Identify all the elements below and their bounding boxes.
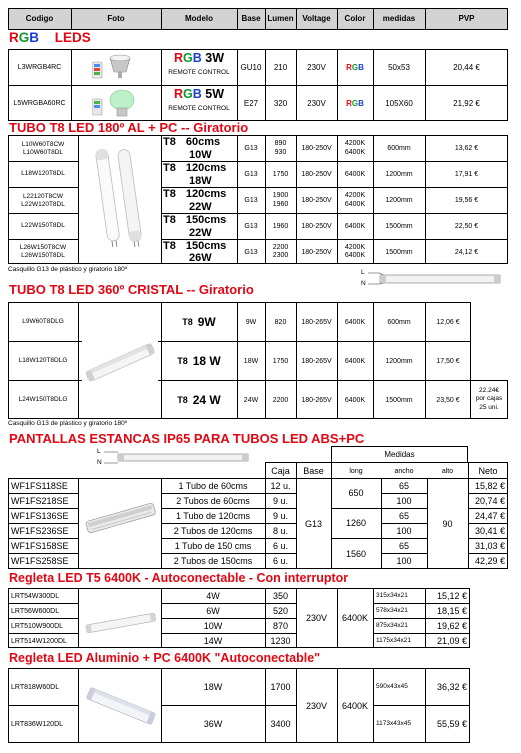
regleta-al-voltage: 230V: [305, 700, 328, 711]
pantallas-row1-code: WF1FS118SE: [11, 480, 68, 491]
rgb-row2-voltage: 230V: [307, 98, 326, 108]
t8-180-row1-medidas: 600mm: [387, 145, 411, 152]
header-lumen: Lumen: [267, 14, 294, 23]
t8-180-diagram-n: N: [361, 280, 366, 287]
t8-360-row2-base: 18W: [243, 357, 259, 365]
t8-360-row2-medidas: 1200mm: [385, 357, 413, 365]
t8-180-row1-lumen-b: 930: [274, 148, 287, 156]
pantallas-diagram-l: L: [97, 448, 101, 455]
t8-label: T8: [177, 394, 188, 405]
regleta-t5-row1-w: 4W: [206, 590, 220, 601]
t8-label: T8: [163, 214, 176, 226]
pantallas-base-value: G13: [304, 518, 322, 529]
t8-360-row3-code: L24W150T8DLG: [18, 395, 68, 403]
t8-360-row3-watt: 24 W: [192, 393, 221, 407]
t8-180-wiring-diagram: [360, 266, 508, 292]
rgb-row1-code: L3WRGB4RC: [17, 64, 62, 71]
t8-180-row4-medidas: 1500mm: [385, 223, 413, 230]
t8-360-title: TUBO T8 LED 360º CRISTAL -- Giratorio: [9, 282, 254, 297]
t8-180-row1-color-a: 4200K: [344, 140, 366, 148]
pantallas-row5-desc: 1 Tubo de 150 cms: [174, 540, 252, 551]
t8-180-row1-pvp: 13,62 €: [454, 145, 479, 152]
regleta-t5-row4-w: 14W: [203, 635, 223, 646]
rgb-bulb-photo: [92, 89, 142, 117]
t8-180-row4-base: G13: [244, 223, 258, 230]
t8-180-row2-base: G13: [244, 171, 258, 178]
t8-180-row1-base: G13: [244, 145, 258, 152]
t8-180-row1-lumen: [265, 136, 296, 161]
regleta-t5-row2-w: 6W: [206, 605, 220, 616]
pantallas-row6-desc: 2 Tubos de 150cms: [173, 556, 253, 566]
regleta-al-row1-code: LRT818W60DL: [11, 683, 60, 691]
rgb-row2-pvp: 21,92 €: [453, 98, 480, 108]
t8-180-row3-lumen-a: 1900: [272, 192, 289, 200]
t8-label: T8: [182, 316, 193, 327]
rgb-section-title: [9, 31, 91, 45]
t8-180-title: TUBO T8 LED 180º AL + PC -- Giratorio: [9, 120, 249, 135]
t8-180-row3-medidas: 1200mm: [385, 197, 413, 204]
t8-360-box-note: [470, 380, 508, 419]
t8-180-note: Casquillo G13 de plástico y giratorio 180º: [8, 266, 128, 274]
t8-180-row3-base: G13: [244, 197, 258, 204]
t8-180-row5-lumen-b: 2300: [272, 252, 289, 259]
pantallas-row5-caja: 6 u.: [272, 540, 288, 551]
pantallas-row2-neto: 20,74 €: [474, 495, 505, 506]
t8-360-row1-base: 9W: [245, 318, 257, 326]
regleta-t5-row4-code: LRT514W1200DL: [11, 637, 67, 645]
t8-180-row3-watt: 22W: [189, 200, 212, 213]
t8-180-row5-color: [337, 240, 373, 264]
pantallas-row2-desc: 2 Tubos de 60cms: [176, 495, 250, 506]
t8-180-row5-len: 150cms: [185, 240, 227, 252]
t8-180-row4-pvp: 22,50 €: [454, 223, 479, 230]
regleta-al-row2-w: 36W: [203, 719, 223, 729]
pantallas-title: PANTALLAS ESTANCAS IP65 PARA TUBOS LED ABS+PC: [9, 431, 365, 446]
regleta-t5-row1-medidas: 315x34x21: [376, 591, 408, 599]
pantallas-row6-caja: 6 u.: [272, 556, 288, 566]
t8-180-row2-medidas: 1200mm: [385, 171, 413, 178]
regleta-al-row2-code: LRT836W120DL: [11, 721, 64, 728]
regleta-t5-row2-code: LRT56W600DL: [11, 607, 60, 615]
rgb-row1-medidas: 50x53: [388, 62, 410, 72]
t8-180-diagram-l: L: [361, 269, 365, 276]
regleta-al-row1-pvp: 36,32 €: [436, 681, 467, 692]
t8-180-row4-color: 6400K: [344, 223, 366, 230]
pantallas-row3-neto: 24,47 €: [474, 510, 505, 521]
t8-360-row2-lumen: 1750: [272, 357, 289, 365]
t8-180-row2-voltage: 180-250V: [301, 171, 332, 178]
t8-180-row5-model: [163, 240, 237, 264]
t8-180-row5-pvp: 24,12 €: [454, 248, 479, 256]
rgb-row1-watt: 3W: [205, 51, 225, 65]
t8-180-row5-lumen: [265, 240, 296, 264]
t8-360-row2-watt: 18 W: [192, 354, 221, 368]
t8-180-row5-code-a: L26W150T8CW: [19, 244, 67, 252]
header-medidas: medidas: [382, 14, 416, 23]
pantallas-row6-ancho: 100: [396, 556, 412, 566]
t8-360-row3-voltage: 180-265V: [301, 396, 332, 404]
regleta-al-row1-medidas: 590x43x45: [376, 682, 408, 690]
pantallas-long-3: 1560: [345, 548, 367, 559]
t8-360-row2-model: [161, 342, 237, 380]
pantallas-row2-caja: 9 u.: [272, 495, 288, 506]
t8-180-row2-model: [163, 162, 237, 187]
pantallas-row4-code: WF1FS236SE: [11, 525, 69, 536]
rgb-row2-lumen: 320: [273, 98, 288, 108]
t8-180-row4-model: [163, 214, 237, 239]
t8-360-row1-color: 6400K: [344, 318, 366, 326]
regleta-t5-photo: [84, 605, 158, 643]
regleta-t5-row2-lumen: 520: [272, 605, 289, 616]
t8-180-row5-watt: 26W: [189, 252, 212, 264]
regleta-t5-voltage: 230V: [305, 613, 328, 623]
t8-360-row2-code: L18W120T8DLG: [18, 356, 68, 364]
t8-180-row2-pvp: 17,91 €: [454, 171, 479, 178]
rgb-row1-model-sub: REMOTE CONTROL: [168, 69, 230, 76]
t8-label: T8: [177, 355, 188, 366]
t8-360-row1-watt: 9W: [197, 315, 216, 329]
pantallas-row5-neto: 31,03 €: [474, 540, 505, 551]
pantallas-hdr-base: Base: [303, 465, 324, 476]
regleta-al-row2-pvp: 55,59 €: [436, 719, 467, 729]
t8-180-row3-pvp: 19,56 €: [454, 197, 479, 204]
pantallas-row1-caja: 12 u.: [270, 480, 291, 491]
t8-360-box-note-line2: por cajas: [475, 395, 503, 403]
pantallas-row1-desc: 1 Tubo de 60cms: [178, 480, 248, 491]
pantallas-row6-code: WF1FS258SE: [11, 556, 69, 566]
pantallas-row4-ancho: 100: [396, 525, 412, 536]
regleta-t5-row3-code: LRT510W900DL: [11, 622, 64, 630]
pantalla-fixture-photo: [84, 494, 158, 544]
regleta-al-photo: [84, 676, 158, 736]
regleta-al-row1-lumen: 1700: [270, 681, 291, 692]
t8-180-row5-color-b: 6400K: [344, 252, 366, 259]
t8-180-row2-lumen: 1750: [272, 171, 289, 178]
t8-360-row2-color: 6400K: [344, 357, 366, 365]
t8-180-row3-model: [163, 188, 237, 213]
t8-180-row5-lumen-a: 2200: [272, 243, 289, 251]
pantallas-diagram-n: N: [97, 459, 102, 466]
t8-180-row1-code-b: L10W60T8DL: [22, 148, 64, 156]
t8-180-row4-watt: 22W: [189, 226, 212, 239]
header-pvp: PVP: [458, 14, 475, 23]
t8-180-row4-code: L22W150T8DL: [21, 222, 65, 230]
pantallas-row1-neto: 15,82 €: [474, 480, 505, 491]
regleta-t5-row4-pvp: 21,09 €: [436, 635, 467, 646]
t8-180-row3-voltage: 180-250V: [301, 197, 332, 204]
pantallas-row3-code: WF1FS136SE: [11, 510, 69, 521]
regleta-al-row1-w: 18W: [203, 681, 223, 692]
t8-360-row3-medidas: 1500mm: [385, 396, 413, 404]
t8-180-row5-color-a: 4200K: [344, 243, 366, 251]
regleta-al-row2-medidas: 1173x43x45: [376, 720, 411, 728]
t8-180-row1-code-a: L10W60T8CW: [21, 140, 65, 148]
pantallas-row5-code: WF1FS158SE: [11, 540, 69, 551]
pantallas-hdr-ancho: ancho: [394, 467, 414, 475]
t8-180-row3-lumen: [265, 188, 296, 213]
regleta-al-color: 6400K: [341, 700, 369, 711]
pantallas-alto-value: 90: [442, 518, 453, 529]
regleta-t5-row1-lumen: 350: [272, 590, 289, 601]
pantallas-row4-desc: 2 Tubos de 120cms: [173, 525, 253, 536]
t8-180-row5-codes: [8, 240, 78, 264]
regleta-t5-row3-lumen: 870: [272, 620, 289, 631]
t8-180-row1-color-b: 6400K: [344, 148, 366, 156]
pantallas-hdr-long: long: [349, 467, 363, 475]
regleta-t5-row3-pvp: 19,62 €: [436, 620, 467, 631]
t8-360-note: Casquillo G13 de plástico y giratorio 180º: [8, 420, 128, 428]
t8-180-row1-lumen-a: 890: [274, 140, 287, 148]
t8-360-row2-voltage: 180-265V: [301, 357, 332, 365]
rgb-row2-medidas: 105X60: [385, 98, 413, 108]
t8-180-row2-color: 6400K: [344, 171, 366, 178]
pantallas-wiring-diagram: [96, 446, 256, 470]
pantallas-row2-ancho: 100: [396, 495, 412, 506]
pantallas-row3-caja: 9 u.: [272, 510, 288, 521]
t8-180-row3-color-a: 4200K: [344, 192, 366, 200]
rgb-row1-voltage: 230V: [307, 62, 326, 72]
t8-360-row1-medidas: 600mm: [387, 318, 411, 326]
rgb-row1-pvp: 20,44 €: [453, 62, 480, 72]
t8-180-row2-code: L18W120T8DL: [21, 170, 65, 178]
t8-360-box-note-line3: 25 uni.: [479, 403, 499, 411]
regleta-t5-title: Regleta LED T5 6400K - Autoconectable - Con interruptor: [9, 571, 349, 585]
header-foto: Foto: [107, 14, 125, 23]
pantallas-row1-ancho: 65: [398, 480, 409, 491]
header-voltage: Voltage: [302, 14, 331, 23]
rgb-row2-watt: 5W: [205, 87, 225, 101]
regleta-al-title: Regleta LED Aluminio + PC 6400K "Autoconectable": [9, 651, 321, 665]
pantallas-row6-neto: 42,29 €: [474, 556, 505, 566]
rgb-row2-model: RGB 5W REMOTE CONTROL: [161, 87, 237, 112]
regleta-t5-color: 6400K: [341, 613, 369, 623]
rgb-title-rest: LEDS: [54, 30, 91, 45]
regleta-t5-row3-medidas: 875x34x21: [376, 621, 408, 629]
header-base: Base: [241, 14, 261, 23]
rgb-row2-color: R G B: [346, 98, 364, 108]
pantallas-long-2: 1260: [345, 518, 367, 528]
pantallas-row4-caja: 8 u.: [272, 525, 288, 536]
t8-360-row3-lumen: 2200: [272, 396, 289, 404]
pantallas-hdr-neto: Neto: [478, 465, 498, 476]
t8-180-tubes-photo: [90, 145, 152, 251]
t8-180-row5-base: G13: [244, 248, 258, 256]
t8-360-row1-voltage: 180-265V: [301, 318, 332, 326]
rgb-row2-code: L5WRGBA60RC: [13, 100, 66, 107]
rgb-row2-model-sub: REMOTE CONTROL: [168, 105, 230, 112]
t8-180-row4-lumen: 1960: [272, 223, 289, 230]
rgb-row1-model: RGB 3W REMOTE CONTROL: [161, 51, 237, 76]
t8-360-box-note-price: 22.24€: [479, 387, 499, 395]
t8-360-row1-model: [161, 303, 237, 341]
regleta-t5-row2-pvp: 18,15 €: [436, 605, 467, 616]
t8-360-row2-pvp: 17,50 €: [436, 357, 460, 365]
t8-180-row3-code-b: L22W120T8DL: [21, 200, 65, 208]
t8-label: T8: [163, 136, 176, 148]
t8-180-row4-len: 150cms: [185, 214, 227, 226]
pantallas-row4-neto: 30,41 €: [474, 525, 505, 536]
t8-180-row3-codes: [8, 188, 78, 213]
t8-180-row2-len: 120cms: [185, 162, 227, 174]
rgb-spot-photo: [92, 54, 142, 80]
regleta-t5-row4-medidas: 1175x34x21: [376, 636, 411, 644]
pantallas-row3-desc: 1 Tubo de 120cms: [175, 510, 251, 521]
t8-180-row1-watt: 10W: [189, 148, 212, 161]
rgb-word: RGB: [9, 30, 40, 45]
t8-180-row1-model: [163, 136, 237, 161]
header-modelo: Modelo: [185, 14, 213, 23]
regleta-t5-row4-lumen: 1230: [270, 635, 291, 646]
t8-360-row1-lumen: 820: [274, 318, 287, 326]
pantallas-long-1: 650: [348, 488, 364, 498]
t8-180-row5-code-b: L26W150T8DL: [21, 252, 65, 259]
t8-360-tube-photo: [82, 340, 158, 384]
t8-360-row3-pvp: 23,50 €: [436, 396, 460, 404]
rgb-row2-base: E27: [243, 98, 259, 108]
t8-180-row2-watt: 18W: [189, 174, 212, 187]
t8-360-row3-base: 24W: [243, 396, 259, 404]
t8-180-row3-lumen-b: 1960: [272, 200, 289, 208]
t8-360-row1-code: L9W60T8DLG: [22, 317, 64, 325]
regleta-t5-row3-w: 10W: [203, 620, 223, 631]
regleta-t5-row1-pvp: 15,12 €: [436, 590, 467, 601]
regleta-t5-row1-code: LRT54W300DL: [11, 592, 60, 600]
t8-180-row3-color: [337, 188, 373, 213]
rgb-row1-base: GU10: [240, 62, 262, 72]
pantallas-hdr-alto: alto: [441, 467, 454, 475]
t8-180-row3-color-b: 6400K: [344, 200, 366, 208]
pantallas-row2-code: WF1FS218SE: [11, 495, 69, 506]
t8-label: T8: [163, 162, 176, 174]
header-color: Color: [344, 14, 366, 23]
t8-180-row3-len: 120cms: [185, 188, 227, 200]
t8-180-row4-voltage: 180-250V: [301, 223, 332, 230]
pantallas-hdr-caja: Caja: [271, 465, 290, 476]
header-codigo: Codigo: [25, 14, 54, 23]
t8-label: T8: [163, 240, 176, 252]
rgb-row1-lumen: 210: [273, 62, 288, 72]
pantallas-row3-ancho: 65: [398, 510, 409, 521]
t8-360-row3-model: [161, 381, 237, 419]
regleta-t5-row2-medidas: 578x34x21: [376, 606, 408, 614]
t8-180-row5-voltage: 180-250V: [301, 248, 332, 256]
regleta-al-row2-lumen: 3400: [270, 719, 291, 729]
t8-180-row1-codes: [8, 136, 78, 161]
rgb-row1-color: R G B: [346, 62, 364, 72]
pantallas-row5-ancho: 65: [398, 540, 409, 551]
t8-180-row3-code-a: L22120T8CW: [22, 192, 64, 200]
t8-180-row5-medidas: 1500mm: [385, 248, 413, 256]
pantallas-hdr-medidas: Medidas: [384, 449, 415, 459]
t8-label: T8: [163, 188, 176, 200]
t8-180-row1-len: 60cms: [185, 136, 221, 148]
t8-180-row1-voltage: 180-250V: [301, 145, 332, 152]
t8-360-row3-color: 6400K: [344, 396, 366, 404]
t8-180-row1-color: [337, 136, 373, 161]
t8-360-row1-pvp: 12,06 €: [436, 318, 460, 326]
